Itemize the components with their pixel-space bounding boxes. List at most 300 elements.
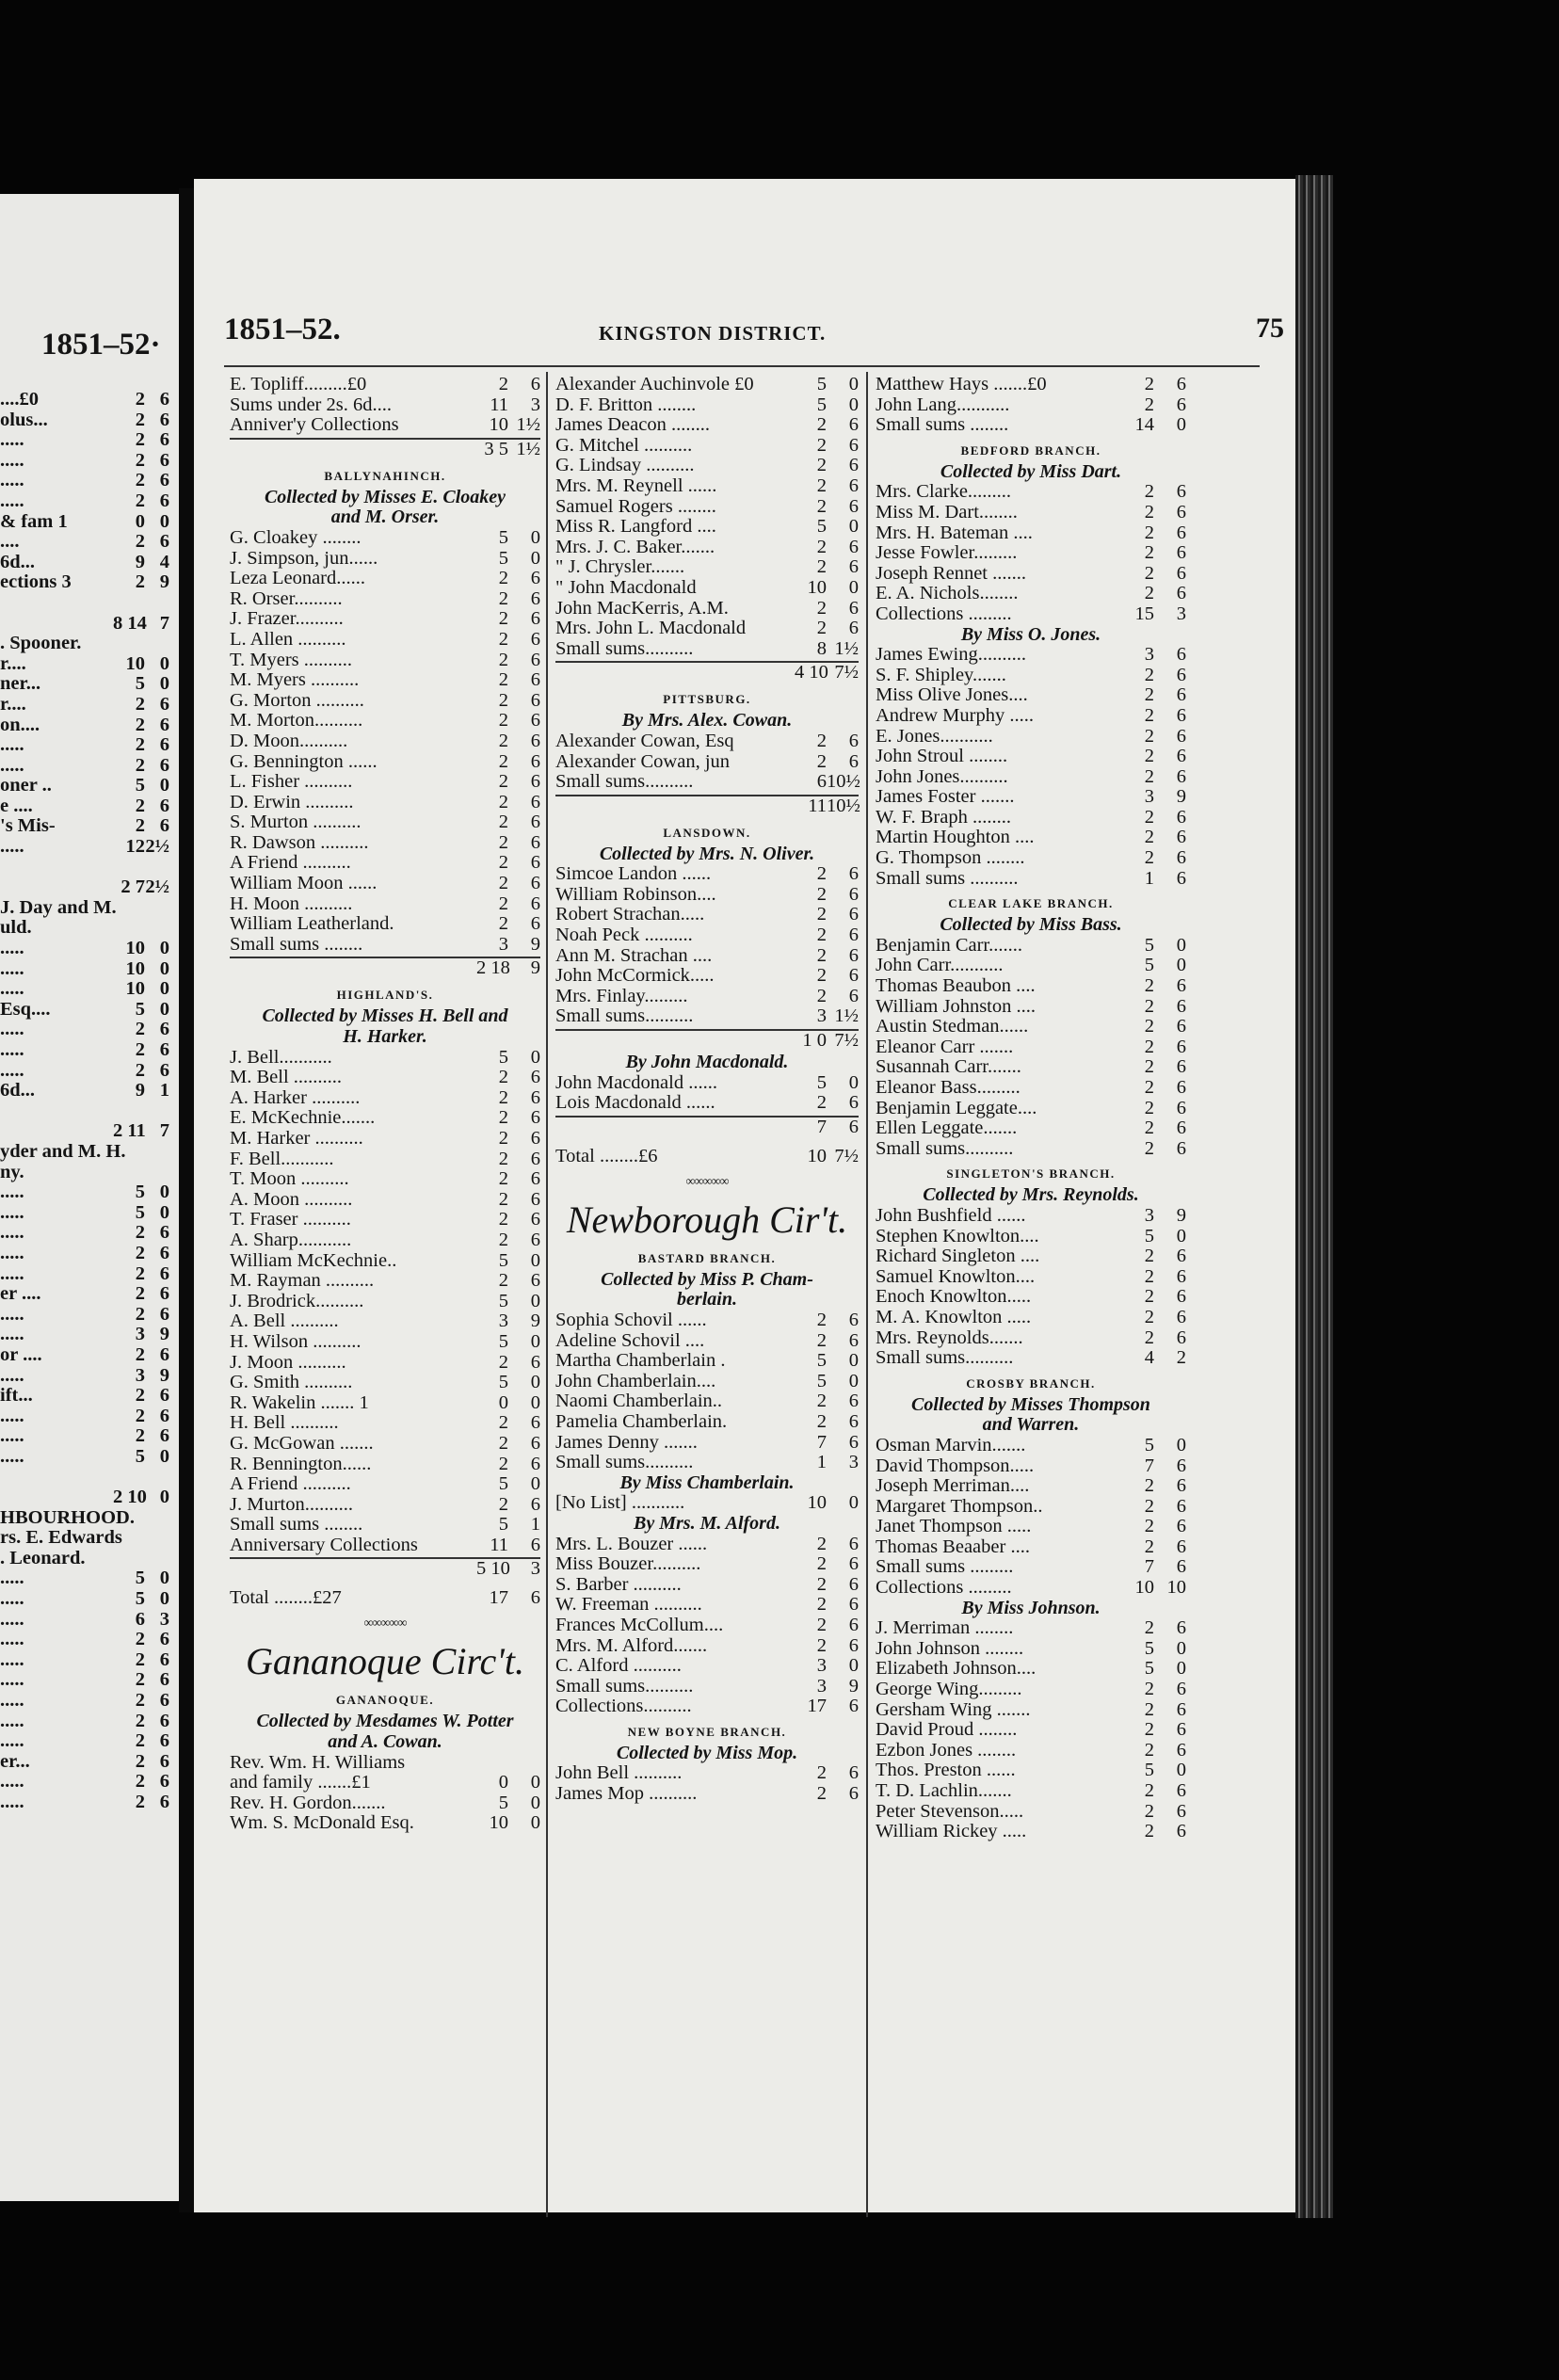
left-page-row (0, 410, 169, 431)
amount-pence: 6 (530, 771, 540, 793)
amount-pence: 6 (1176, 542, 1186, 564)
subtotal-row (230, 438, 540, 461)
left-page-text: rs. E. Edwards (0, 1527, 122, 1549)
amount-pence: 6 (848, 1783, 859, 1805)
contributor-name: G. Cloakey ........ (230, 526, 362, 548)
left-page-text: & fam 1 (0, 510, 68, 532)
entry-row (876, 1618, 1186, 1639)
amount-shillings: 2 (1144, 1306, 1154, 1327)
contributor-name: Mrs. M. Reynell ...... (555, 474, 717, 496)
amount-shillings: 2 (1144, 1739, 1154, 1761)
contributor-name: Small sums ......... (876, 1556, 1014, 1578)
contributor-name: M. Bell .......... (230, 1067, 343, 1088)
amount-pence: 6 (530, 1453, 540, 1474)
amount-shillings: 2 (498, 628, 508, 650)
amount-shillings: 5 10 (476, 1558, 510, 1580)
amount-shillings: 2 (135, 1283, 145, 1305)
entry-row (876, 1308, 1186, 1328)
amount-pence: 6 (848, 1310, 859, 1330)
amount-shillings: 2 (135, 1385, 145, 1407)
amount-pence: 6 (848, 985, 859, 1006)
entry-row (876, 685, 1186, 706)
amount-pence (508, 1753, 540, 1774)
amount-pence: 6 (848, 925, 859, 946)
amount-shillings: 2 (135, 1669, 145, 1691)
entry-row (555, 1763, 859, 1784)
amount-pence: 6 (530, 649, 540, 670)
amount-pence: 6 (1176, 1455, 1186, 1476)
amount-pence: 6 (159, 693, 169, 715)
entry-row (230, 1434, 540, 1455)
amount-shillings: 5 (816, 1350, 827, 1372)
amount-shillings: 2 (816, 618, 827, 639)
left-page-row (0, 1040, 169, 1061)
entry-row (230, 732, 540, 752)
amount-shillings: 2 (816, 1533, 827, 1554)
amount-shillings: 2 (816, 904, 827, 925)
amount-pence: 6 (530, 628, 540, 650)
left-page-row (0, 634, 169, 654)
amount-shillings: 2 (1144, 806, 1154, 828)
amount-pence (151, 1142, 169, 1163)
contributor-name: John Jones.......... (876, 765, 1008, 787)
column-1 (230, 375, 540, 1834)
left-page-text: ..... (0, 1019, 24, 1040)
amount-shillings: 5 (135, 1201, 145, 1223)
contributor-name: Small sums ........ (230, 933, 363, 955)
contributor-name: Richard Singleton .... (876, 1246, 1040, 1267)
amount-shillings: 10 (125, 938, 145, 959)
amount-pence: 6 (848, 455, 859, 476)
amount-shillings: 2 (816, 536, 827, 557)
contributor-name: Collections.......... (555, 1696, 692, 1717)
total-label: Total ........£27 (230, 1587, 342, 1609)
left-page-text: . Leonard. (0, 1547, 86, 1568)
entry-row (876, 1659, 1186, 1680)
collector-line: Collected by Miss Mop. (616, 1742, 798, 1763)
entry-row (230, 630, 540, 651)
amount-pence: 0 (159, 998, 169, 1020)
left-page-row (0, 1528, 169, 1549)
contributor-name: Anniversary Collections (230, 1534, 418, 1555)
amount-shillings: 2 (816, 1594, 827, 1616)
amount-pence: 3 (848, 1452, 859, 1473)
entry-row (230, 833, 540, 854)
left-page-row (0, 1508, 169, 1529)
entry-row (555, 905, 859, 925)
section-heading: BEDFORD BRANCH. (960, 442, 1101, 458)
contributor-name: H. Bell .......... (230, 1412, 339, 1434)
amount-shillings: 5 (816, 394, 827, 415)
amount-shillings: 5 (135, 1182, 145, 1203)
left-page-row (0, 1731, 169, 1752)
contributor-name: Elizabeth Johnson.... (876, 1658, 1037, 1680)
left-page-row (0, 553, 169, 573)
amount-shillings: 2 (135, 389, 145, 410)
amount-pence: 6 (1176, 374, 1186, 394)
entry-row (230, 914, 540, 935)
amount-pence: 6 (1176, 1286, 1186, 1308)
left-page-text: ..... (0, 1425, 24, 1447)
amount-pence: 6 (530, 1168, 540, 1190)
collector-line: By John Macdonald. (625, 1052, 789, 1073)
contributor-name: David Proud ........ (876, 1719, 1018, 1741)
amount-shillings: 2 (816, 1329, 827, 1351)
entry-row (876, 1578, 1186, 1599)
contributor-name: Enoch Knowlton..... (876, 1286, 1032, 1308)
contributor-name: G. Bennington ...... (230, 750, 378, 772)
amount-pence: 0 (848, 1655, 859, 1677)
left-page-row (0, 1630, 169, 1650)
entry-row (555, 1535, 859, 1555)
amount-pence: 0 (848, 394, 859, 415)
contributor-name: William McKechnie.. (230, 1249, 397, 1271)
amount-pence: 7 (159, 612, 169, 634)
amount-pence: 3 (530, 1558, 540, 1580)
amount-pence: 6 (159, 1262, 169, 1284)
contributor-name: Mrs. H. Bateman .... (876, 522, 1033, 543)
amount-shillings: 5 (816, 1370, 827, 1391)
amount-shillings: 5 (135, 1588, 145, 1610)
left-page-row (0, 614, 169, 635)
entry-row (876, 1017, 1186, 1037)
left-page-text: . Spooner. (0, 633, 82, 654)
amount-pence: 6 (530, 1432, 540, 1454)
amount-shillings: 1 (1144, 867, 1154, 889)
collector-line: Collected by Mrs. N. Oliver. (599, 843, 815, 864)
entry-row (876, 706, 1186, 727)
amount-pence: 6 (848, 1614, 859, 1635)
amount-pence: 6 (530, 587, 540, 609)
entry-row (555, 599, 859, 619)
amount-shillings: 2 (1144, 1698, 1154, 1720)
contributor-name: G. Morton .......... (230, 689, 364, 711)
contributor-name: Martin Houghton .... (876, 827, 1035, 848)
amount-pence: 0 (159, 1182, 169, 1203)
contributor-name: Small sums.......... (876, 1347, 1014, 1369)
left-page-row (0, 796, 169, 817)
contributor-name: A. Harker .......... (230, 1086, 361, 1108)
amount-pence: 6 (1176, 1077, 1186, 1098)
entry-row (230, 1169, 540, 1190)
amount-shillings: 2 (1144, 562, 1154, 584)
amount-pence: 0 (1176, 1637, 1186, 1659)
entry-row (555, 1616, 859, 1636)
amount-pence: 0 (159, 775, 169, 796)
contributor-name: John Stroul ........ (876, 746, 1008, 767)
amount-shillings: 6 (816, 771, 827, 793)
entry-row (876, 1476, 1186, 1497)
contributor-name: Collections ......... (876, 603, 1012, 624)
collector-line: By Miss Chamberlain. (619, 1471, 795, 1493)
amount-pence: 6 (1176, 704, 1186, 726)
left-page-row (0, 1589, 169, 1610)
amount-pence: 6 (1176, 1495, 1186, 1517)
amount-shillings (113, 593, 145, 614)
left-page-text: 6d... (0, 551, 36, 572)
amount-pence: 6 (530, 1086, 540, 1108)
amount-pence: 6 (159, 1730, 169, 1752)
contributor-name: Mrs. Finlay......... (555, 985, 688, 1006)
amount-pence: 6 (848, 495, 859, 517)
amount-shillings: 2 (498, 1107, 508, 1129)
amount-pence: 9 (530, 1311, 540, 1332)
subtotal-row (230, 1557, 540, 1581)
amount-shillings: 2 (1144, 746, 1154, 767)
amount-pence (145, 1163, 169, 1183)
contributor-name: G. Mitchel .......... (555, 434, 693, 456)
entry-row (230, 935, 540, 956)
entry-row (230, 1210, 540, 1230)
collector-line: Collected by Misses E. Cloakey (264, 486, 506, 507)
contributor-name: James Denny ....... (555, 1431, 698, 1453)
amount-pence: 6 (159, 1039, 169, 1060)
left-page-row (0, 654, 169, 675)
subtotal-row (555, 795, 859, 818)
entry-row (230, 1271, 540, 1292)
amount-pence: 6 (1176, 1016, 1186, 1037)
amount-shillings: 10 (125, 652, 145, 674)
amount-pence (145, 634, 169, 654)
left-page-row (0, 1142, 169, 1163)
left-page-row (0, 491, 169, 512)
entry-row (876, 1639, 1186, 1660)
amount-shillings: 2 (816, 414, 827, 436)
amount-pence: 6 (1176, 1056, 1186, 1078)
amount-shillings: 2 (135, 1771, 145, 1793)
entry-row (555, 946, 859, 967)
collector-line: and Warren. (982, 1414, 1080, 1436)
amount-pence: 6 (530, 730, 540, 751)
amount-shillings: 2 (498, 1351, 508, 1373)
contributor-name: Ann M. Strachan .... (555, 944, 713, 966)
amount-shillings: 2 (498, 568, 508, 589)
left-page-text: ..... (0, 1182, 24, 1203)
amount-shillings: 2 (1144, 522, 1154, 543)
amount-pence (154, 1508, 169, 1529)
amount-shillings: 9 (135, 551, 145, 572)
amount-pence: 6 (1176, 1800, 1186, 1822)
left-page-text: er... (0, 1750, 30, 1772)
amount-pence: 6 (1176, 481, 1186, 503)
subtotal-row (555, 1029, 859, 1053)
entry-row (230, 853, 540, 874)
amount-shillings: 2 (135, 1039, 145, 1060)
amount-pence: 6 (530, 1107, 540, 1129)
left-page-row (0, 674, 169, 695)
entry-row (230, 812, 540, 833)
entry-row (230, 772, 540, 793)
entry-row (555, 436, 859, 457)
contributor-name: John Johnson ........ (876, 1637, 1024, 1659)
contributor-name: G. Smith .......... (230, 1372, 353, 1393)
left-page-row (0, 1793, 169, 1813)
left-page-text: ..... (0, 1039, 24, 1060)
amount-shillings: 5 (1144, 1637, 1154, 1659)
contributor-name: Benjamin Carr....... (876, 934, 1023, 956)
amount-pence: 6 (1176, 1118, 1186, 1139)
amount-shillings: 3 (498, 1311, 508, 1332)
amount-pence: 0 (159, 957, 169, 979)
amount-shillings: 2 (816, 455, 827, 476)
left-page-text: J. Day and M. (0, 896, 117, 918)
amount-pence: 6 (530, 1229, 540, 1250)
contributor-name: Osman Marvin....... (876, 1434, 1026, 1455)
entry-row (230, 415, 540, 436)
amount-pence: 0 (530, 1046, 540, 1068)
circuit-title: Newborough Cir't. (566, 1198, 848, 1241)
left-page-row (0, 1223, 169, 1244)
contributor-name: W. F. Braph ........ (876, 806, 1011, 828)
contributor-name: Mrs. John L. Macdonald (555, 618, 747, 639)
total-label: Total ........£6 (555, 1145, 658, 1166)
amount-shillings: 5 (135, 1568, 145, 1589)
left-page-text: HBOURHOOD. (0, 1506, 135, 1528)
contributor-name: J. Bell........... (230, 1046, 332, 1068)
amount-pence: 6 (530, 374, 540, 394)
amount-shillings: 2 (816, 474, 827, 496)
amount-pence (145, 858, 169, 878)
contributor-name: Collections ......... (876, 1577, 1012, 1599)
subtotal-row (230, 957, 540, 980)
amount-pence: 6 (159, 1222, 169, 1244)
amount-shillings: 5 (498, 1514, 508, 1536)
contributor-name: Lois Macdonald ...... (555, 1092, 715, 1114)
contributor-name: R. Dawson .......... (230, 831, 369, 853)
contributor-name: H. Moon .......... (230, 892, 353, 914)
amount-pence: 6 (530, 1351, 540, 1373)
contributor-name: T. Moon .......... (230, 1168, 349, 1190)
ornament-divider: ∞∞∞∞∞ (363, 1616, 407, 1632)
entry-row (876, 1497, 1186, 1518)
left-page-text: ..... (0, 1364, 24, 1386)
amount-shillings: 2 (135, 815, 145, 837)
contributor-name: John Bell .......... (555, 1762, 683, 1784)
amount-pence: 6 (848, 556, 859, 578)
amount-shillings: 2 (1144, 684, 1154, 706)
contributor-name: M. Harker .......... (230, 1128, 363, 1149)
contributor-name: Frances McCollum.... (555, 1614, 724, 1635)
entry-row (876, 1517, 1186, 1537)
amount-shillings: 2 (498, 750, 508, 772)
amount-pence: 0 (530, 526, 540, 548)
contributor-name: L. Allen .......... (230, 628, 346, 650)
header-year: 1851–52. (224, 313, 341, 346)
amount-pence: 0 (530, 1372, 540, 1393)
page-number: 75 (1256, 313, 1284, 344)
amount-pence: 0 (848, 374, 859, 394)
contributor-name: D. Moon.......... (230, 730, 348, 751)
amount-shillings (113, 1102, 145, 1122)
left-page-row (0, 593, 169, 614)
entry-row (876, 482, 1186, 503)
entry-row (230, 1088, 540, 1109)
amount-shillings: 2 (1144, 1265, 1154, 1287)
amount-pence: 6 (159, 1629, 169, 1650)
contributor-name: Small sums ........ (230, 1514, 363, 1536)
amount-shillings: 2 (135, 531, 145, 553)
amount-shillings: 0 (498, 1772, 508, 1793)
amount-shillings: 5 (1144, 1225, 1154, 1246)
section-heading: BALLYNAHINCH. (324, 468, 446, 483)
amount-shillings: 2 (816, 883, 827, 905)
amount-shillings: 2 (1144, 501, 1154, 523)
amount-shillings (135, 1508, 154, 1529)
contributor-name: Samuel Knowlton.... (876, 1265, 1036, 1287)
left-page-text (0, 1102, 113, 1122)
contributor-name: A Friend .......... (230, 1473, 351, 1495)
contributor-name: Miss Bouzer.......... (555, 1553, 701, 1575)
entry-row (555, 415, 859, 436)
amount-pence: 0 (1176, 1434, 1186, 1455)
contributor-name: Miss Olive Jones.... (876, 684, 1028, 706)
left-page-row (0, 837, 169, 858)
amount-pence: 6 (159, 1242, 169, 1263)
amount-pence: 6 (159, 1669, 169, 1691)
contributor-name: Small sums.......... (555, 1005, 694, 1027)
amount-shillings: 5 (1144, 1760, 1154, 1781)
left-page-text (0, 593, 113, 614)
section-heading: NEW BOYNE BRANCH. (627, 1724, 787, 1739)
contributor-name: Small sums ........ (876, 414, 1009, 436)
amount-shillings: 2 (1144, 765, 1154, 787)
collector-line: By Miss Johnson. (961, 1597, 1101, 1618)
contributor-name: Samuel Rogers ........ (555, 495, 716, 517)
section-heading: PITTSBURG. (663, 692, 751, 707)
left-page-text: e .... (0, 795, 33, 816)
left-page-text: ..... (0, 754, 24, 776)
left-page-row (0, 898, 169, 919)
left-page-row (0, 1549, 169, 1569)
amount-pence: 6 (159, 490, 169, 511)
entry-row (230, 1373, 540, 1393)
section-heading: HIGHLAND'S. (336, 988, 434, 1003)
amount-pence: 6 (159, 1648, 169, 1670)
contributor-name: E. Jones........... (876, 725, 993, 747)
contributor-name: J. Simpson, jun...... (230, 547, 378, 569)
amount-pence: 6 (848, 474, 859, 496)
contributor-name: and family .......£1 (230, 1772, 371, 1793)
amount-pence: 6 (1176, 1719, 1186, 1741)
amount-pence: 9 (159, 1324, 169, 1345)
entry-row (555, 1453, 859, 1473)
left-page-row (0, 877, 169, 898)
amount-shillings: 2 (498, 852, 508, 874)
amount-shillings: 2 (135, 1710, 145, 1731)
contributor-name: James Deacon ........ (555, 414, 710, 436)
contributor-name: M. Rayman .......... (230, 1270, 375, 1292)
amount-pence: 6 (848, 944, 859, 966)
amount-pence: 6 (848, 434, 859, 456)
amount-shillings: 2 (816, 597, 827, 619)
contributor-name: Eleanor Bass......... (876, 1077, 1021, 1098)
left-page-text (0, 858, 113, 878)
amount-shillings: 2 (498, 831, 508, 853)
entry-row (876, 543, 1186, 564)
amount-shillings: 3 5 (484, 438, 508, 459)
amount-shillings: 2 (135, 429, 145, 451)
entry-row (876, 869, 1186, 890)
amount-pence: 9 (848, 1675, 859, 1697)
entry-row (876, 1287, 1186, 1308)
amount-shillings: 2 (816, 750, 827, 772)
amount-shillings: 2 (135, 490, 145, 511)
amount-pence: 1 (159, 1080, 169, 1102)
left-page-text: ..... (0, 1588, 24, 1610)
amount-shillings: 10 (807, 1145, 827, 1166)
entry-row (230, 1793, 540, 1814)
contributor-name: Rev. Wm. H. Williams (230, 1751, 406, 1773)
